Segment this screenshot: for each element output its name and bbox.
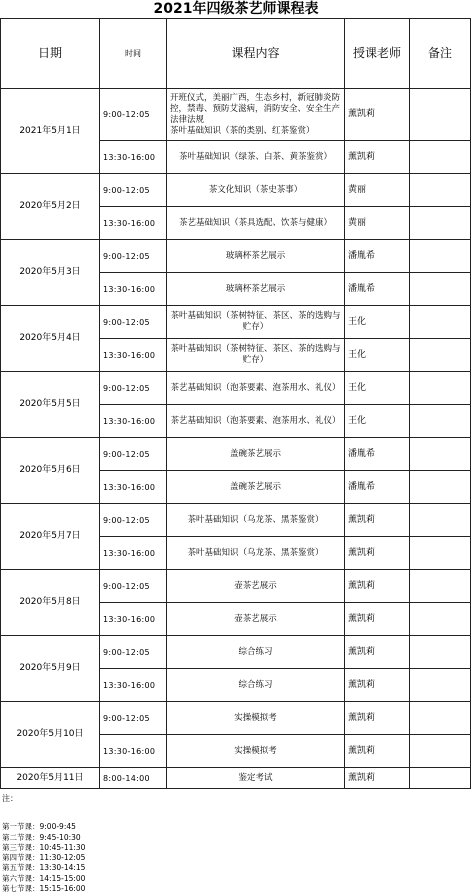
remark-cell bbox=[410, 669, 471, 702]
session-row bbox=[1, 306, 471, 339]
date-cell: 2020年5月2日 bbox=[1, 174, 100, 240]
remark-cell bbox=[410, 537, 471, 570]
session-row bbox=[1, 636, 471, 669]
date-cell: 2020年5月6日 bbox=[1, 438, 100, 504]
header-teacher: 授课老师 bbox=[345, 19, 410, 89]
course-content-cell: 壶茶艺展示 bbox=[167, 570, 345, 603]
time-cell: 9:00-12:05 bbox=[100, 570, 167, 603]
time-cell: 9:00-12:05 bbox=[100, 89, 167, 141]
date-cell: 2021年5月1日 bbox=[1, 89, 100, 174]
course-content-cell: 综合练习 bbox=[167, 636, 345, 669]
teacher-cell: 薰凯莉 bbox=[345, 570, 410, 603]
session-row bbox=[1, 438, 471, 471]
remark-cell bbox=[410, 207, 471, 240]
header-remark: 备注 bbox=[410, 19, 471, 89]
teacher-cell: 黄丽 bbox=[345, 207, 410, 240]
date-cell: 2020年5月7日 bbox=[1, 504, 100, 570]
header-date: 日期 bbox=[1, 19, 100, 89]
remark-cell bbox=[410, 273, 471, 306]
time-cell: 13:30-16:00 bbox=[100, 537, 167, 570]
remark-cell bbox=[410, 372, 471, 405]
time-cell: 13:30-16:00 bbox=[100, 471, 167, 504]
course-content-cell: 茶艺基础知识（泡茶要素、泡茶用水、礼仪） bbox=[167, 405, 345, 438]
course-content-cell: 玻璃杯茶艺展示 bbox=[167, 240, 345, 273]
teacher-cell: 薰凯莉 bbox=[345, 504, 410, 537]
date-cell: 2020年5月5日 bbox=[1, 372, 100, 438]
remark-cell bbox=[410, 89, 471, 141]
session-row bbox=[1, 570, 471, 603]
course-content-cell: 盖碗茶艺展示 bbox=[167, 438, 345, 471]
note-line: 第四节课：11:30-12:05 bbox=[2, 853, 86, 863]
time-cell: 13:30-16:00 bbox=[100, 669, 167, 702]
date-cell: 2020年5月4日 bbox=[1, 306, 100, 372]
teacher-cell: 薰凯莉 bbox=[345, 669, 410, 702]
course-content-cell: 茶文化知识（茶史茶事） bbox=[167, 174, 345, 207]
remark-cell bbox=[410, 636, 471, 669]
schedule-table bbox=[0, 18, 471, 789]
teacher-cell: 王化 bbox=[345, 405, 410, 438]
time-cell: 13:30-16:00 bbox=[100, 207, 167, 240]
date-cell: 2020年5月10日 bbox=[1, 702, 100, 768]
teacher-cell: 潘胤希 bbox=[345, 438, 410, 471]
time-cell: 9:00-12:05 bbox=[100, 636, 167, 669]
note-line: 第五节课：13:30-14:15 bbox=[2, 863, 86, 873]
time-cell: 13:30-16:00 bbox=[100, 273, 167, 306]
note-line: 第三节课：10:45-11:30 bbox=[2, 842, 86, 852]
time-cell: 9:00-12:05 bbox=[100, 372, 167, 405]
time-cell: 13:30-16:00 bbox=[100, 339, 167, 372]
note-line: 第一节课：9:00-9:45 bbox=[2, 822, 76, 832]
remark-cell bbox=[410, 405, 471, 438]
course-content-cell: 开班仪式，美丽广西，生态乡村，新冠肺炎防控，禁毒、预防艾滋病，消防安全、安全生产法律法规 茶叶基础知识（茶的类别、红茶鉴赏） bbox=[167, 89, 345, 141]
remark-cell bbox=[410, 603, 471, 636]
course-content-cell: 茶叶基础知识（乌龙茶、黑茶鉴赏） bbox=[167, 537, 345, 570]
remark-cell bbox=[410, 438, 471, 471]
teacher-cell: 潘胤希 bbox=[345, 240, 410, 273]
header-content: 课程内容 bbox=[167, 19, 345, 89]
session-row bbox=[1, 174, 471, 207]
teacher-cell: 潘胤希 bbox=[345, 273, 410, 306]
date-cell: 2020年5月9日 bbox=[1, 636, 100, 702]
notes-label: 注： bbox=[2, 794, 18, 803]
notes-lines bbox=[2, 822, 162, 894]
remark-cell bbox=[410, 735, 471, 768]
course-content-cell: 壶茶艺展示 bbox=[167, 603, 345, 636]
remark-cell bbox=[410, 570, 471, 603]
course-content-cell: 茶叶基础知识（乌龙茶、黑茶鉴赏） bbox=[167, 504, 345, 537]
remark-cell bbox=[410, 702, 471, 735]
time-cell: 9:00-12:05 bbox=[100, 306, 167, 339]
header-time: 时间 bbox=[100, 19, 167, 89]
course-content-cell: 实操模拟考 bbox=[167, 702, 345, 735]
teacher-cell: 薰凯莉 bbox=[345, 537, 410, 570]
date-cell: 2020年5月11日 bbox=[1, 768, 100, 789]
note-line: 第七节课：15:15-16:00 bbox=[2, 884, 86, 894]
remark-cell bbox=[410, 174, 471, 207]
teacher-cell: 薰凯莉 bbox=[345, 603, 410, 636]
remark-cell bbox=[410, 141, 471, 174]
remark-cell bbox=[410, 504, 471, 537]
time-cell: 9:00-12:05 bbox=[100, 702, 167, 735]
note-line: 第六节课：14:15-15:00 bbox=[2, 873, 86, 883]
teacher-cell: 王化 bbox=[345, 306, 410, 339]
teacher-cell: 薰凯莉 bbox=[345, 141, 410, 174]
session-row bbox=[1, 240, 471, 273]
remark-cell bbox=[410, 306, 471, 339]
time-cell: 13:30-16:00 bbox=[100, 405, 167, 438]
session-row bbox=[1, 702, 471, 735]
time-cell: 9:00-12:05 bbox=[100, 174, 167, 207]
course-content-cell: 茶叶基础知识（绿茶、白茶、黄茶鉴赏） bbox=[167, 141, 345, 174]
date-cell: 2020年5月8日 bbox=[1, 570, 100, 636]
page-title: 2021年四级茶艺师课程表 bbox=[153, 1, 319, 17]
note-line: 第二节课：9:45-10:30 bbox=[2, 832, 81, 842]
course-content-cell: 茶艺基础知识（茶具选配、饮茶与健康） bbox=[167, 207, 345, 240]
remark-cell bbox=[410, 768, 471, 789]
time-cell: 8:00-14:00 bbox=[100, 768, 167, 789]
session-row bbox=[1, 768, 471, 789]
remark-cell bbox=[410, 471, 471, 504]
time-cell: 13:30-16:00 bbox=[100, 603, 167, 636]
teacher-cell: 薰凯莉 bbox=[345, 89, 410, 141]
course-content-cell: 茶叶基础知识（茶树特征、茶区、茶的选购与贮存） bbox=[167, 339, 345, 372]
remark-cell bbox=[410, 240, 471, 273]
date-cell: 2020年5月3日 bbox=[1, 240, 100, 306]
teacher-cell: 薰凯莉 bbox=[345, 702, 410, 735]
session-row bbox=[1, 372, 471, 405]
time-cell: 9:00-12:05 bbox=[100, 504, 167, 537]
course-content-cell: 茶艺基础知识（泡茶要素、泡茶用水、礼仪） bbox=[167, 372, 345, 405]
teacher-cell: 潘胤希 bbox=[345, 471, 410, 504]
teacher-cell: 薰凯莉 bbox=[345, 636, 410, 669]
teacher-cell: 薰凯莉 bbox=[345, 768, 410, 789]
course-content-cell: 茶叶基础知识（茶树特征、茶区、茶的选购与贮存） bbox=[167, 306, 345, 339]
teacher-cell: 薰凯莉 bbox=[345, 735, 410, 768]
session-row bbox=[1, 89, 471, 141]
session-row bbox=[1, 504, 471, 537]
time-cell: 13:30-16:00 bbox=[100, 735, 167, 768]
header-row bbox=[1, 19, 471, 89]
teacher-cell: 黄丽 bbox=[345, 174, 410, 207]
course-content-cell: 综合练习 bbox=[167, 669, 345, 702]
time-cell: 9:00-12:05 bbox=[100, 240, 167, 273]
course-content-cell: 实操模拟考 bbox=[167, 735, 345, 768]
remark-cell bbox=[410, 339, 471, 372]
time-cell: 9:00-12:05 bbox=[100, 438, 167, 471]
time-cell: 13:30-16:00 bbox=[100, 141, 167, 174]
teacher-cell: 王化 bbox=[345, 372, 410, 405]
course-content-cell: 玻璃杯茶艺展示 bbox=[167, 273, 345, 306]
teacher-cell: 王化 bbox=[345, 339, 410, 372]
course-content-cell: 盖碗茶艺展示 bbox=[167, 471, 345, 504]
course-content-cell: 鉴定考试 bbox=[167, 768, 345, 789]
notes bbox=[2, 794, 162, 894]
